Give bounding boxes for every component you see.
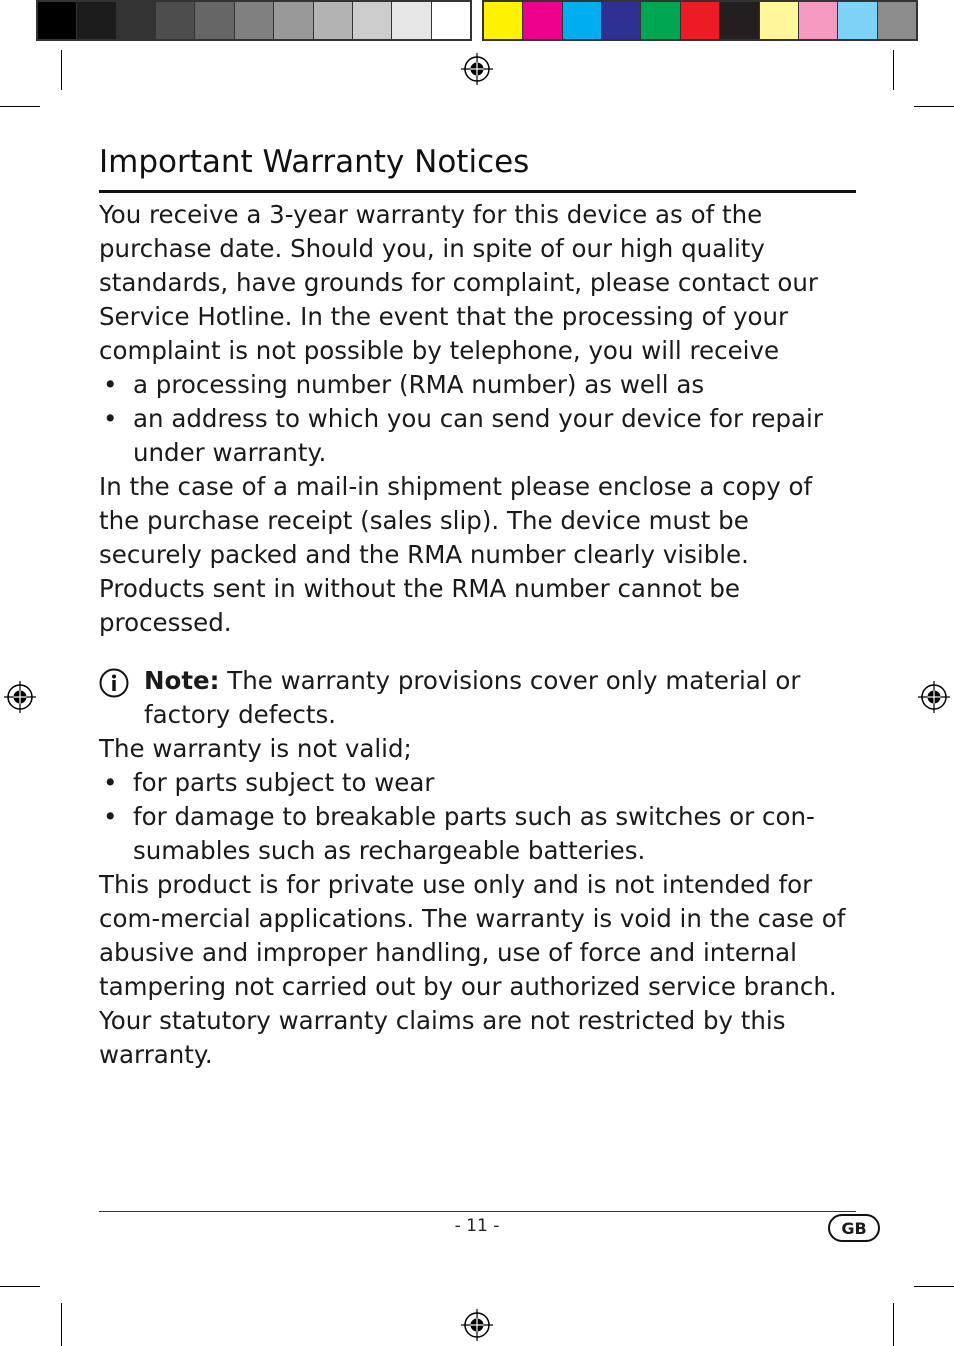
color-swatch: [563, 2, 602, 39]
color-swatch: [838, 2, 877, 39]
color-swatch: [720, 2, 759, 39]
crop-mark: [914, 1286, 954, 1287]
registration-mark-icon: [461, 53, 493, 85]
crop-mark: [61, 1303, 62, 1346]
note-label: Note:: [144, 666, 220, 695]
invalid-intro: The warranty is not valid;: [99, 734, 412, 763]
color-swatch: [77, 2, 116, 39]
crop-mark: [893, 50, 894, 90]
list-item: • an address to which you can send your device for repair under warranty.: [99, 402, 849, 470]
language-badge: GB: [828, 1214, 880, 1242]
color-swatch: [681, 2, 720, 39]
crop-mark: [61, 50, 62, 90]
color-swatch: [353, 2, 392, 39]
note-block: [99, 664, 849, 732]
color-swatch: [195, 2, 234, 39]
color-calibration-bar: [482, 0, 918, 41]
color-swatch: [602, 2, 641, 39]
color-swatch: [156, 2, 195, 39]
invalid-list: [99, 766, 849, 868]
color-swatch: [314, 2, 353, 39]
color-swatch: [117, 2, 156, 39]
list-item: • for damage to breakable parts such as switches or con-sumables such as rechargeable batteries.: [99, 800, 849, 868]
color-swatch: [878, 2, 916, 39]
receive-list: [99, 368, 849, 470]
color-swatch: [38, 2, 77, 39]
crop-mark: [914, 106, 954, 107]
gray-calibration-bar: [36, 0, 472, 41]
note-text: The warranty provisions cover only material or factory defects.: [144, 666, 801, 729]
list-item: • for parts subject to wear: [99, 766, 849, 800]
color-swatch: [235, 2, 274, 39]
crop-mark: [893, 1303, 894, 1346]
intro-paragraph: You receive a 3-year warranty for this device as of the purchase date. Should you, in spite of our high quality standards, have grounds for complaint, please contact our Service Hotline. In the event that the processing of your complaint is not possible by telephone, you will receive: [99, 200, 818, 365]
registration-mark-icon: [918, 681, 950, 713]
color-swatch: [484, 2, 523, 39]
crop-mark: [0, 106, 40, 107]
color-swatch: [392, 2, 431, 39]
closing-paragraph: This product is for private use only and is not intended for com-mercial applications. The warranty is void in the case of abusive and improper handling, use of force and internal tampering not carried out by our authorized service branch. Your statutory warranty claims are not restricted by this warranty.: [99, 870, 846, 1069]
footer-divider: [99, 1211, 856, 1212]
shipment-paragraph: In the case of a mail-in shipment please enclose a copy of the purchase receipt (sales slip). The device must be securely packed and the RMA number clearly visible. Products sent in without the RMA number cannot be processed.: [99, 472, 813, 637]
crop-mark: [0, 1286, 40, 1287]
page-number: - 11 -: [454, 1216, 500, 1236]
registration-mark-icon: [4, 681, 36, 713]
color-swatch: [760, 2, 799, 39]
warranty-content: [99, 198, 849, 1072]
title-divider: [99, 190, 856, 193]
list-item: • a processing number (RMA number) as well as: [99, 368, 849, 402]
color-swatch: [274, 2, 313, 39]
color-swatch: [523, 2, 562, 39]
color-swatch: [432, 2, 470, 39]
page-title: Important Warranty Notices: [99, 144, 530, 180]
color-swatch: [799, 2, 838, 39]
registration-mark-icon: [461, 1309, 493, 1341]
color-swatch: [641, 2, 680, 39]
info-icon: [99, 668, 129, 698]
